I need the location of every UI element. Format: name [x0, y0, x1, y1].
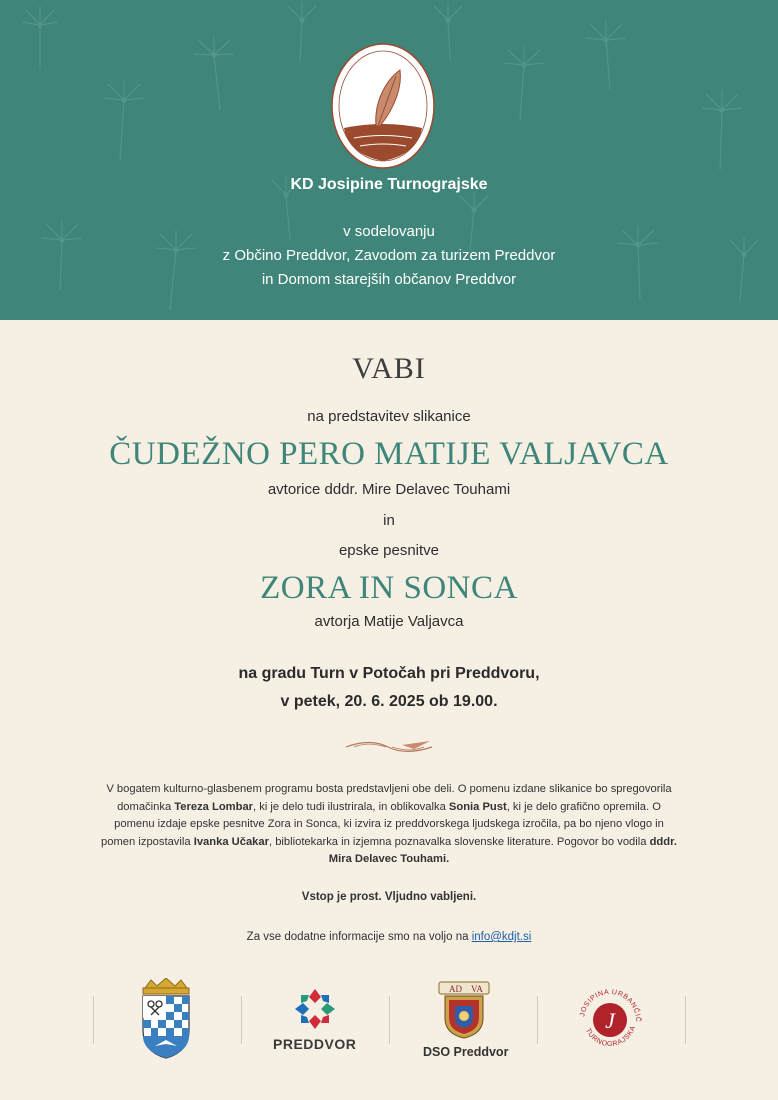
society-emblem-logo	[330, 42, 436, 170]
description-text: , ki je delo grafično opremila. O pomenu izdaje epske pesnitve Zora in Sonca, ki izvira iz preddvorskega ljudskega izročila, pa bo njeno vlogo in pomen izpostavila	[101, 800, 664, 848]
header-banner	[0, 0, 778, 320]
preddvor-coat-of-arms-logo	[139, 978, 193, 1060]
email-link[interactable]: info@kdjt.si	[471, 931, 532, 943]
librarian-name: Ivanka Učakar	[193, 835, 269, 848]
conjunction-text: in	[383, 512, 395, 529]
svg-text:TURNOGRAJSKA: TURNOGRAJSKA	[583, 1024, 638, 1049]
entry-note: Vstop je prost. Vljudno vabljeni.	[301, 891, 477, 903]
dso-banner-text: VA	[471, 984, 483, 994]
dso-logo-label: DSO Preddvor	[423, 1045, 509, 1059]
moderator-name: dddr. Mira Delavec Touhami.	[328, 835, 677, 866]
logo-divider	[537, 996, 538, 1044]
logo-divider	[389, 996, 390, 1044]
logo-divider	[241, 996, 242, 1044]
preddvor-logo-label: PREDDVOR	[273, 1036, 357, 1052]
logo-divider	[685, 996, 686, 1044]
invitation-heading: VABI	[352, 352, 426, 385]
designer-name: Sonia Pust	[448, 800, 507, 813]
cooperation-line: v sodelovanju	[343, 223, 435, 240]
intro-text: na predstavitev slikanice	[307, 408, 471, 425]
logo-divider	[93, 996, 94, 1044]
svg-text:JOSIPINA URBANČIČ: JOSIPINA URBANČIČ	[579, 988, 642, 1023]
cooperation-line: z Občino Preddvor, Zavodom za turizem Preddvor	[222, 247, 556, 264]
contact-line	[0, 931, 778, 943]
dso-preddvor-crest-logo	[437, 980, 491, 1040]
poem-author: avtorja Matije Valjavca	[314, 613, 464, 630]
cooperation-line: in Domom starejših občanov Preddvor	[261, 271, 517, 288]
book-author: avtorice dddr. Mire Delavec Touhami	[267, 481, 511, 498]
josipina-turnograjska-logo	[574, 984, 646, 1056]
dso-banner-text: AD	[449, 984, 462, 994]
cooperation-text	[0, 220, 778, 292]
description-text: , ki je delo tudi ilustrirala, in oblikovalka	[253, 800, 449, 813]
poem-intro: epske pesnitve	[338, 542, 440, 559]
contact-text: Za vse dodatne informacije smo na voljo na	[246, 931, 472, 943]
book-title: ČUDEŽNO PERO MATIJE VALJAVCA	[109, 436, 669, 472]
poem-title: ZORA IN SONCA	[260, 570, 518, 606]
description-text: V bogatem kulturno-glasbenem programu bosta predstavljeni obe deli. O pomenu izdane slikanice bo spregovorila domačinka	[106, 783, 672, 813]
organization-title: KD Josipine Turnograjske	[290, 176, 488, 193]
josipina-monogram: J	[605, 1008, 615, 1033]
description-text: , bibliotekarka in izjemna poznavalka slovenske literature. Pogovor bo vodila	[268, 835, 650, 848]
speaker-name: Tereza Lombar	[174, 800, 254, 813]
feather-ornament-icon	[344, 737, 434, 757]
preddvor-municipality-logo	[292, 986, 338, 1032]
program-description	[100, 781, 678, 869]
event-venue: na gradu Turn v Potočah pri Preddvoru,	[238, 665, 540, 682]
event-datetime: v petek, 20. 6. 2025 ob 19.00.	[280, 693, 498, 710]
